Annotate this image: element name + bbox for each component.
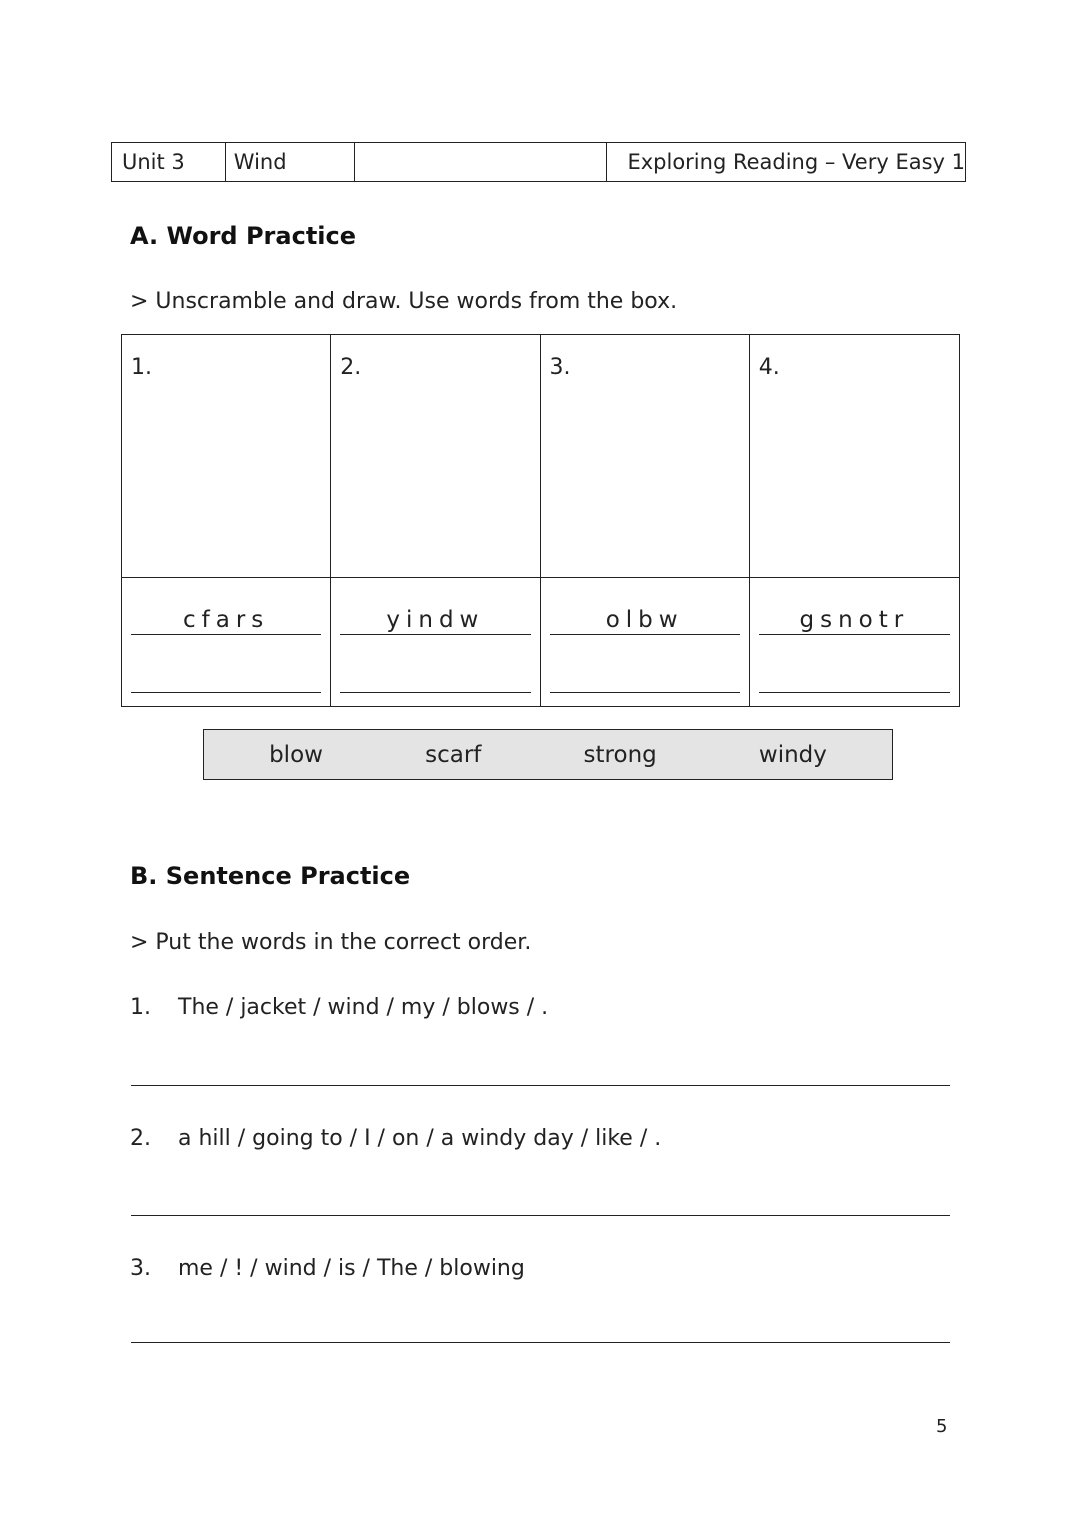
drawing-box-4[interactable] bbox=[750, 335, 959, 578]
sentence-number: 1. bbox=[130, 995, 151, 1020]
unscramble-cell-3 bbox=[541, 578, 750, 706]
section-a-title: A. Word Practice bbox=[130, 222, 357, 250]
scrambled-sentence: The / jacket / wind / my / blows / . bbox=[178, 995, 549, 1020]
drawing-box-number: 4. bbox=[758, 355, 780, 380]
sentence-item-2 bbox=[130, 1126, 661, 1151]
unscramble-cell-2 bbox=[331, 578, 540, 706]
unit-topic: Wind bbox=[226, 143, 356, 181]
series-title: Exploring Reading – Very Easy 1 bbox=[627, 150, 965, 174]
sentence-number: 3. bbox=[130, 1256, 151, 1281]
sentence-item-3 bbox=[130, 1256, 525, 1281]
word-bank-item: blow bbox=[269, 741, 323, 768]
unscramble-cell-4 bbox=[750, 578, 959, 706]
sentence-answer-line-1[interactable] bbox=[131, 1085, 950, 1086]
unscramble-cell-1 bbox=[122, 578, 331, 706]
section-a-instruction: > Unscramble and draw. Use words from the box. bbox=[130, 289, 678, 314]
header-blank-cell bbox=[355, 143, 607, 181]
sentence-answer-line-2[interactable] bbox=[131, 1215, 950, 1216]
scrambled-word: yindw bbox=[340, 606, 530, 635]
answer-line[interactable] bbox=[759, 692, 950, 693]
word-bank-item: strong bbox=[583, 741, 657, 768]
draw-and-unscramble-grid bbox=[121, 334, 960, 707]
word-bank-item: scarf bbox=[425, 741, 482, 768]
scrambled-sentence: me / ! / wind / is / The / blowing bbox=[178, 1256, 525, 1281]
word-bank-box bbox=[203, 729, 893, 780]
answer-line[interactable] bbox=[550, 692, 740, 693]
drawing-box-number: 2. bbox=[340, 355, 362, 380]
answer-line[interactable] bbox=[340, 692, 530, 693]
drawing-box-number: 3. bbox=[549, 355, 571, 380]
sentence-number: 2. bbox=[130, 1126, 151, 1151]
drawing-box-1[interactable] bbox=[122, 335, 331, 578]
section-b-instruction: > Put the words in the correct order. bbox=[130, 930, 532, 955]
scrambled-word: gsnotr bbox=[759, 606, 950, 635]
scrambled-word: cfars bbox=[131, 606, 321, 635]
unit-header-table bbox=[111, 142, 966, 182]
page-number: 5 bbox=[936, 1416, 948, 1437]
unit-label: Unit 3 bbox=[112, 143, 226, 181]
drawing-box-3[interactable] bbox=[541, 335, 750, 578]
section-b-title: B. Sentence Practice bbox=[130, 862, 411, 890]
sentence-answer-line-3[interactable] bbox=[131, 1342, 950, 1343]
scrambled-word: olbw bbox=[550, 606, 740, 635]
drawing-box-number: 1. bbox=[131, 355, 152, 380]
sentence-item-1 bbox=[130, 995, 548, 1020]
scrambled-sentence: a hill / going to / I / on / a windy day / like / . bbox=[178, 1126, 662, 1151]
drawing-box-2[interactable] bbox=[331, 335, 540, 578]
word-bank-item: windy bbox=[758, 741, 827, 768]
answer-line[interactable] bbox=[131, 692, 321, 693]
